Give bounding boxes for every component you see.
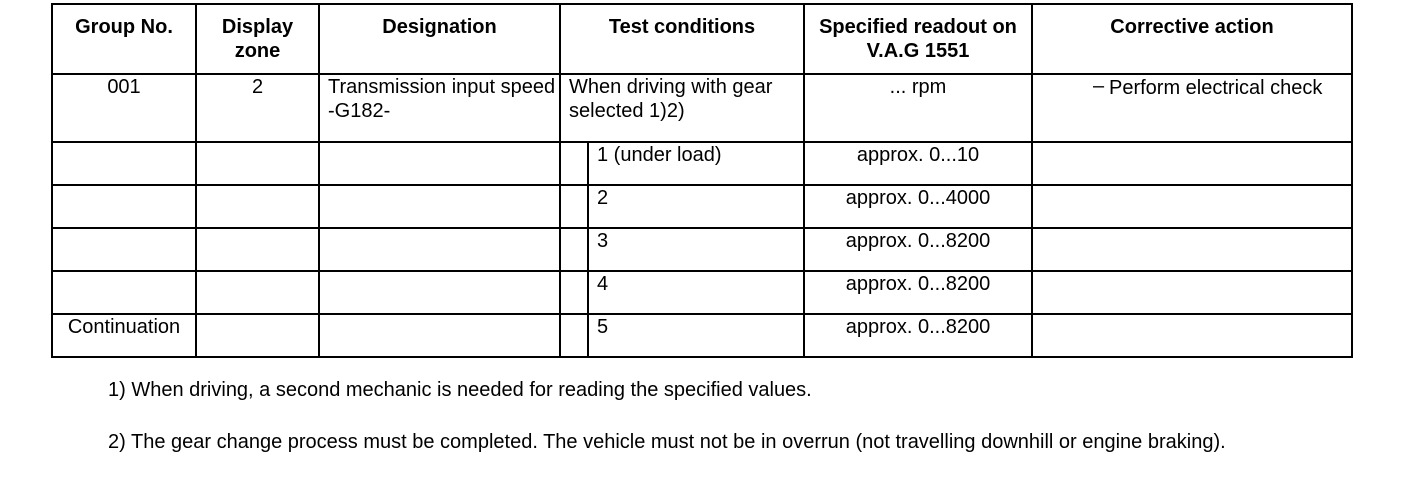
header-test-conditions: Test conditions [560, 4, 804, 74]
cell-empty [196, 228, 319, 271]
cell-group-no: Continuation [52, 314, 196, 357]
test-spec-table [51, 3, 1353, 358]
cell-empty [319, 142, 560, 185]
cell-empty [196, 142, 319, 185]
cell-empty [1032, 228, 1352, 271]
cell-display-zone: 2 [196, 74, 319, 142]
cell-gear-condition: 4 [588, 271, 804, 314]
table-row [52, 185, 1352, 228]
cell-indent [560, 185, 588, 228]
cell-gear-condition: 1 (under load) [588, 142, 804, 185]
header-designation: Designation [319, 4, 560, 74]
header-corrective-action: Corrective action [1032, 4, 1352, 74]
cell-corrective-action [1032, 74, 1352, 142]
footnote-2: 2) The gear change process must be completed. The vehicle must not be in overrun (not travelling downhill or engine braking). [108, 431, 1226, 453]
cell-readout: approx. 0...8200 [804, 314, 1032, 357]
cell-specified-readout: ... rpm [804, 74, 1032, 142]
cell-group-no [52, 185, 196, 228]
cell-empty [319, 271, 560, 314]
cell-gear-condition: 2 [588, 185, 804, 228]
table-row [52, 228, 1352, 271]
cell-group-no [52, 228, 196, 271]
cell-empty [1032, 271, 1352, 314]
table-row [52, 271, 1352, 314]
header-display-zone: Display zone [196, 4, 319, 74]
table-row [52, 142, 1352, 185]
cell-gear-condition: 5 [588, 314, 804, 357]
header-specified-readout: Specified readout on V.A.G 1551 [804, 4, 1032, 74]
cell-indent [560, 228, 588, 271]
header-group-no: Group No. [52, 4, 196, 74]
table-row [52, 314, 1352, 357]
cell-group-no: 001 [52, 74, 196, 142]
footnote-1: 1) When driving, a second mechanic is needed for reading the specified values. [108, 379, 812, 401]
cell-readout: approx. 0...4000 [804, 185, 1032, 228]
cell-indent [560, 314, 588, 357]
cell-empty [319, 185, 560, 228]
cell-group-no [52, 271, 196, 314]
cell-designation: Transmission input speed -G182- [319, 74, 560, 142]
cell-test-conditions: When driving with gear selected 1)2) [560, 74, 804, 142]
cell-empty [196, 314, 319, 357]
table-row [52, 74, 1352, 142]
cell-indent [560, 142, 588, 185]
cell-readout: approx. 0...10 [804, 142, 1032, 185]
corrective-action-text: Perform electrical check [1109, 77, 1323, 99]
cell-empty [1032, 185, 1352, 228]
cell-empty [1032, 142, 1352, 185]
cell-gear-condition: 3 [588, 228, 804, 271]
footnotes [108, 378, 1308, 482]
cell-readout: approx. 0...8200 [804, 228, 1032, 271]
header-row [52, 4, 1352, 74]
cell-empty [1032, 314, 1352, 357]
cell-empty [196, 185, 319, 228]
cell-empty [319, 314, 560, 357]
dash-bullet: – [1093, 75, 1105, 97]
cell-empty [196, 271, 319, 314]
cell-indent [560, 271, 588, 314]
cell-group-no [52, 142, 196, 185]
cell-empty [319, 228, 560, 271]
cell-readout: approx. 0...8200 [804, 271, 1032, 314]
corrective-action-item [1033, 75, 1351, 100]
